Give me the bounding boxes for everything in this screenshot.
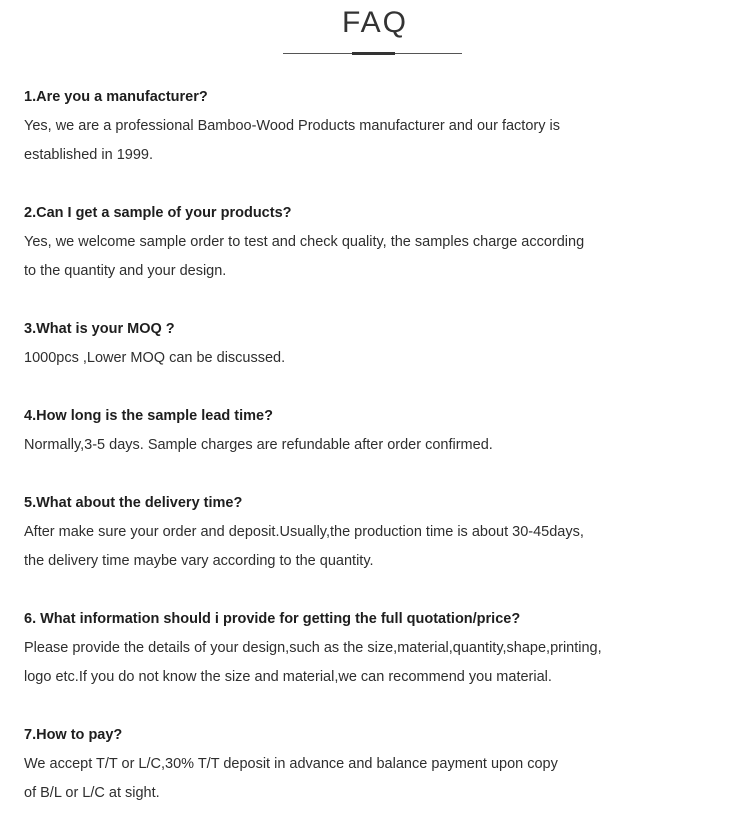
faq-answer-line: established in 1999. <box>24 147 153 163</box>
faq-answer-line: the delivery time maybe vary according to the quantity. <box>24 553 374 569</box>
page-title: FAQ <box>341 6 408 39</box>
faq-answer-line: to the quantity and your design. <box>24 263 227 279</box>
faq-header <box>0 0 750 60</box>
faq-question: 6. What information should i provide for getting the full quotation/price? <box>24 611 521 627</box>
faq-item <box>24 402 724 460</box>
faq-question: 4.How long is the sample lead time? <box>24 408 273 424</box>
faq-answer-line: We accept T/T or L/C,30% T/T deposit in advance and balance payment upon copy <box>24 756 558 772</box>
faq-answer-line: Yes, we welcome sample order to test and check quality, the samples charge according <box>24 234 585 250</box>
faq-item <box>24 605 724 692</box>
faq-question: 3.What is your MOQ ? <box>24 321 175 337</box>
faq-answer-line: Please provide the details of your design,such as the size,material,quantity,shape,printing, <box>24 640 602 656</box>
faq-answer-line: of B/L or L/C at sight. <box>24 785 160 801</box>
title-underline-accent <box>352 52 395 55</box>
faq-answer-line: Normally,3-5 days. Sample charges are refundable after order confirmed. <box>24 437 493 453</box>
faq-item <box>24 315 724 373</box>
faq-item <box>24 199 724 286</box>
faq-list <box>24 83 724 837</box>
faq-answer-line: logo etc.If you do not know the size and material,we can recommend you material. <box>24 669 552 685</box>
faq-answer-line: 1000pcs ,Lower MOQ can be discussed. <box>24 350 286 366</box>
faq-question: 1.Are you a manufacturer? <box>24 89 208 105</box>
faq-item <box>24 721 724 808</box>
faq-item <box>24 489 724 576</box>
faq-answer-line: After make sure your order and deposit.Usually,the production time is about 30-45days, <box>24 524 584 540</box>
faq-question: 5.What about the delivery time? <box>24 495 243 511</box>
faq-answer-line: Yes, we are a professional Bamboo-Wood Products manufacturer and our factory is <box>24 118 560 134</box>
faq-question: 2.Can I get a sample of your products? <box>24 205 292 221</box>
faq-question: 7.How to pay? <box>24 727 123 743</box>
faq-item <box>24 83 724 170</box>
